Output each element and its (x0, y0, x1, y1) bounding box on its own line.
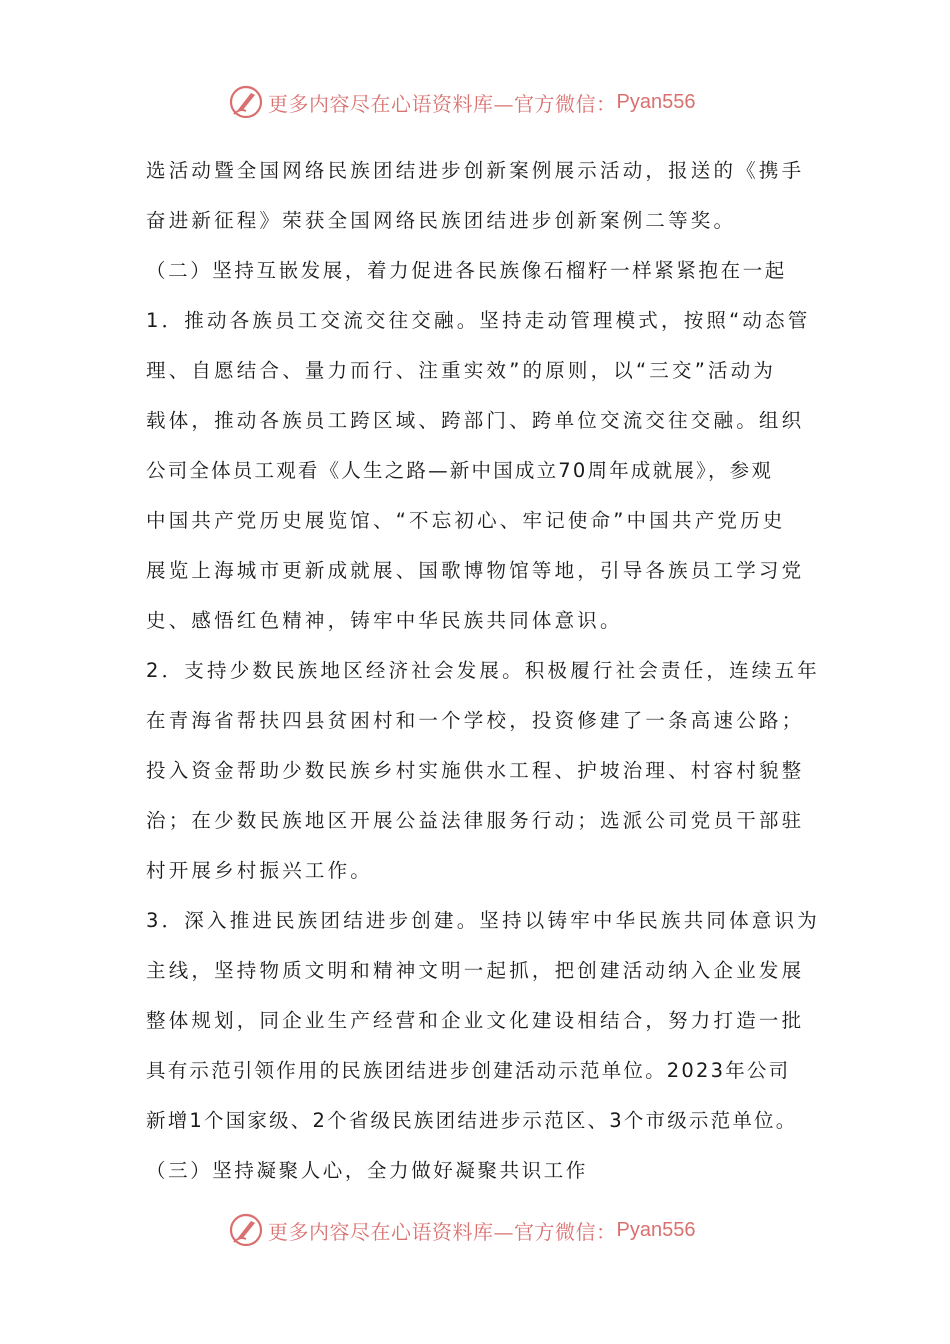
document-body (146, 146, 820, 1196)
text-line: 具有示范引领作用的民族团结进步创建活动示范单位。2023年公司 (146, 1059, 791, 1082)
text-line: 选活动暨全国网络民族团结进步创新案例展示活动，报送的《携手 (146, 159, 805, 182)
banner-text: 更多内容尽在心语资料库—官方微信： (268, 91, 617, 116)
footer-banner (228, 1210, 695, 1250)
text-line: 载体，推动各族员工跨区域、跨部门、跨单位交流交往交融。组织 (146, 409, 805, 432)
text-line: 展览上海城市更新成就展、国歌博物馆等地，引导各族员工学习党 (146, 559, 805, 582)
text-line: 主线，坚持物质文明和精神文明一起抓，把创建活动纳入企业发展 (146, 959, 805, 982)
text-line: 整体规划，同企业生产经营和企业文化建设相结合，努力打造一批 (146, 1009, 805, 1032)
section-heading: （三）坚持凝聚人心，全力做好凝聚共识工作 (146, 1159, 589, 1182)
text-line: 奋进新征程》荣获全国网络民族团结进步创新案例二等奖。 (146, 209, 737, 232)
item-heading: 1．推动各族员工交流交往交融。坚持走动管理模式，按照“动态管 (146, 309, 811, 332)
item-heading: 3．深入推进民族团结进步创建。坚持以铸牢中华民族共同体意识为 (146, 909, 820, 932)
text-line: 投入资金帮助少数民族乡村实施供水工程、护坡治理、村容村貌整 (146, 759, 805, 782)
item-heading: 2．支持少数民族地区经济社会发展。积极履行社会责任，连续五年 (146, 659, 820, 682)
text-line: 中国共产党历史展览馆、“不忘初心、牢记使命”中国共产党历史 (146, 509, 786, 532)
text-line: 理、自愿结合、量力而行、注重实效”的原则，以“三交”活动为 (146, 359, 777, 382)
text-line: 公司全体员工观看《人生之路—新中国成立70周年成就展》，参观 (146, 459, 774, 482)
text-line: 在青海省帮扶四县贫困村和一个学校，投资修建了一条高速公路； (146, 709, 805, 732)
banner-text: 更多内容尽在心语资料库—官方微信： (268, 1219, 617, 1244)
wechat-id: Pyan556 (616, 1218, 696, 1241)
header-banner (228, 82, 695, 122)
quill-pen-icon (228, 84, 264, 120)
section-heading: （二）坚持互嵌发展，着力促进各民族像石榴籽一样紧紧抱在一起 (146, 259, 787, 282)
text-line: 村开展乡村振兴工作。 (146, 859, 374, 882)
text-line: 史、感悟红色精神，铸牢中华民族共同体意识。 (146, 609, 623, 632)
text-line: 治；在少数民族地区开展公益法律服务行动；选派公司党员干部驻 (146, 809, 805, 832)
wechat-id: Pyan556 (616, 90, 696, 113)
quill-pen-icon (228, 1212, 264, 1248)
text-line: 新增1个国家级、2个省级民族团结进步示范区、3个市级示范单位。 (146, 1109, 798, 1132)
